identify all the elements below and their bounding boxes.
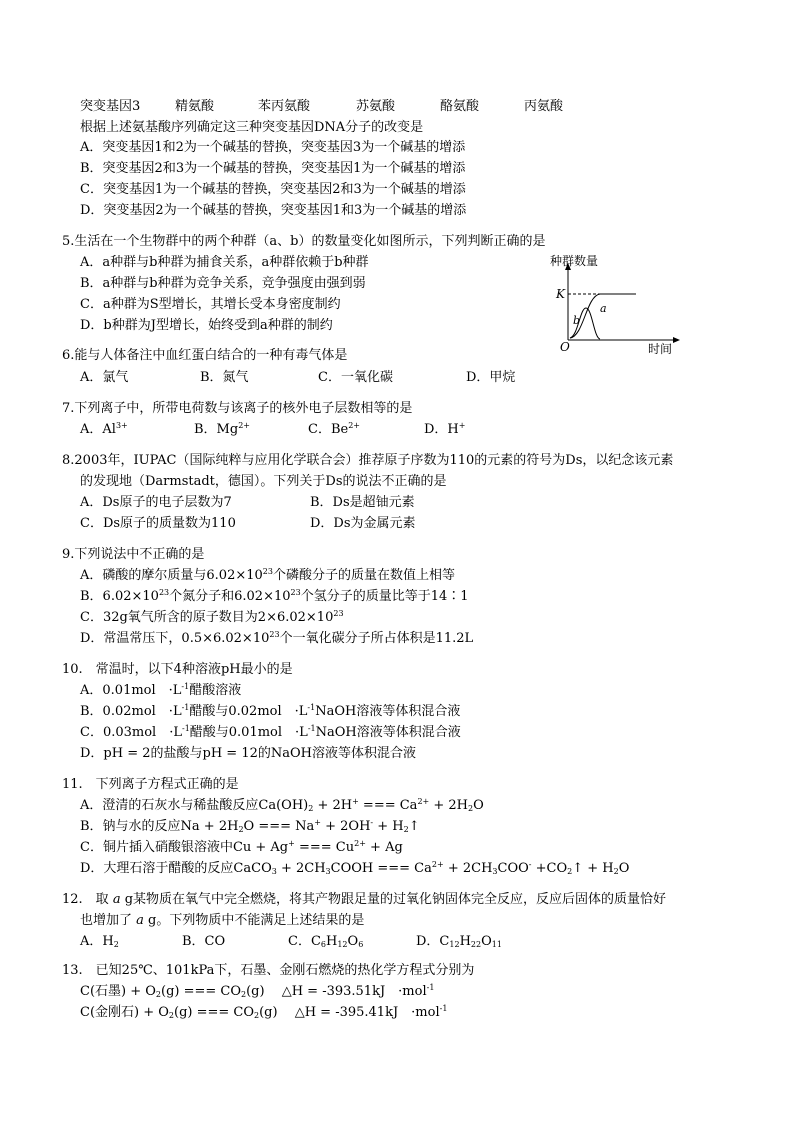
q5-option-a: A．a种群与b种群为捕食关系，a种群依赖于b种群	[80, 255, 369, 270]
q11-option-c: C．铜片插入硝酸银溶液中Cu + Ag+ === $Cu^{2+} + Ag$	[80, 839, 403, 855]
q12-option-c: C．$C_6H_{12}O_6$	[288, 934, 364, 949]
q12-option-a: A．$H_2$	[80, 934, 119, 949]
q9-option-a: A．磷酸的摩尔质量与$6.02\times 10^{23}$个磷酸分子的质量在数值上相等	[80, 567, 455, 583]
q10-option-a: A．0.01mol $\cdot L^{-1}$醋酸溶液	[80, 682, 242, 698]
q5-option-b: B．a种群与b种群为竞争关系，竞争强度由强到弱	[80, 276, 366, 291]
q10-option-b: B．0.02mol $\cdot L^{-1}$醋酸与0.02mol $\cdot L^{-1}NaOH$溶液等体积混合液	[80, 703, 461, 719]
amino-acid-1: 精氨酸	[175, 99, 215, 114]
q9-option-d: D．常温常压下，$0.5\times 6.02\times 10^{23}$个一氧化碳分子所占体积是11.2L	[80, 630, 474, 646]
q6-option-c: C．一氧化碳	[318, 370, 393, 385]
q7-option-b: B．$Mg^{2+}$	[194, 421, 250, 437]
q11-option-d: D．大理石溶于醋酸的反应CaCO$_3$ + $2CH_3COOH$ === $Ca^{2+} + 2CH_3COO^-$ $+CO_2↑ + H_2O$	[80, 860, 630, 876]
graph-a-label: a	[600, 302, 607, 315]
amino-acid-5: 丙氨酸	[524, 99, 564, 114]
q8-option-d: D．Ds为金属元素	[310, 516, 416, 531]
amino-acid-3: 苏氨酸	[356, 99, 396, 114]
q8-stem-line2: 的发现地（Darmstadt，德国）。下列关于Ds的说法不正确的是	[80, 474, 447, 489]
q5-option-c: C．a种群为S型增长，其增长受本身密度制约	[80, 297, 341, 312]
q6-option-a: A．氯气	[80, 370, 129, 385]
q4-option-b: B．突变基因2和3为一个碱基的替换，突变基因1为一个碱基的增添	[80, 161, 466, 176]
mutant-3-label: 突变基因3	[80, 99, 141, 114]
graph-xlabel: 时间	[648, 342, 673, 356]
q10-option-c: C．0.03mol $\cdot L^{-1}$醋酸与0.01mol $\cdot L^{-1}NaOH$溶液等体积混合液	[80, 724, 461, 740]
q12-stem-line2: 也增加了 a g。下列物质中不能满足上述结果的是	[80, 913, 365, 928]
graph-k-label: K	[556, 287, 565, 301]
q12-stem-line1: 12. 取 a g某物质在氧气中完全燃烧，将其产物跟足量的过氧化钠固体完全反应，反应后固体的质量恰好	[62, 892, 667, 907]
q8-stem-line1: 8.2003年，IUPAC（国际纯粹与应用化学联合会）推荐原子序数为110的元素的符号为Ds，以纪念该元素	[62, 453, 674, 468]
q10-option-d: D．pH = 2的盐酸与pH = 12的NaOH溶液等体积混合液	[80, 746, 416, 761]
q9-option-b: B．$6.02\times 10^{23}$个氮分子和$6.02\times 10^{23}$个氢分子的质量比等于14∶1	[80, 588, 469, 604]
q11-stem: 11. 下列离子方程式正确的是	[62, 777, 239, 792]
q10-stem: 10. 常温时，以下4种溶液pH最小的是	[62, 662, 293, 677]
q4-option-a: A．突变基因1和2为一个碱基的替换，突变基因3为一个碱基的增添	[80, 140, 466, 155]
graph-ylabel: 种群数量	[550, 254, 599, 268]
q7-stem: 7.下列离子中，所带电荷数与该离子的核外电子层数相等的是	[62, 401, 413, 416]
q5-stem: 5.生活在一个生物群中的两个种群（a、b）的数量变化如图所示，下列判断正确的是	[62, 234, 546, 249]
q13-stem: 13. 已知25℃、101kPa下，石墨、金刚石燃烧的热化学方程式分别为	[62, 963, 475, 978]
q8-option-c: C．Ds原子的质量数为110	[80, 516, 236, 531]
q12-option-d: D．$C_{12}H_{22}O_{11}$	[416, 934, 502, 949]
q11-option-b: B．钠与水的反应$Na + 2H_2O$ === $Na^+ + 2OH^- + H_2↑$	[80, 818, 420, 834]
q9-option-c: C．32g氧气所含的原子数目为$2\times 6.02\times 10^{23}$	[80, 609, 344, 625]
graph-b-label: b	[573, 314, 581, 327]
q6-stem: 6.能与人体备注中血红蛋白结合的一种有毒气体是	[62, 348, 348, 363]
x-axis-arrow	[673, 337, 680, 343]
q8-option-a: A．Ds原子的电子层数为7	[80, 495, 232, 510]
q7-option-c: C．$Be^{2+}$	[308, 421, 360, 437]
q4-option-c: C．突变基因1为一个碱基的替换，突变基因2和3为一个碱基的增添	[80, 182, 466, 197]
q7-option-a: A．$Al^{3+}$	[80, 421, 128, 437]
q13-equation-graphite: C(石墨) + $O_2(g)$ === $CO_2(g)$ △H = -393.51kJ ·mol$^{-1}$	[80, 983, 435, 999]
q6-option-d: D．甲烷	[466, 370, 516, 385]
graph-origin-label: O	[560, 340, 570, 354]
q11-option-a: A．澄清的石灰水与稀盐酸反应$Ca(OH)_2 + 2H^+$ === $Ca^{2+} + 2H_2O$	[80, 797, 484, 813]
q8-option-b: B．Ds是超铀元素	[310, 495, 415, 510]
q12-option-b: B．CO	[182, 934, 226, 949]
amino-acid-2: 苯丙氨酸	[258, 99, 311, 114]
population-graph	[548, 256, 688, 356]
q7-option-d: D．H+	[424, 421, 466, 437]
q4-option-d: D．突变基因2为一个碱基的替换，突变基因1和3为一个碱基的增添	[80, 203, 467, 218]
q5-option-d: D．b种群为J型增长，始终受到a种群的制约	[80, 318, 333, 333]
q6-option-b: B．氮气	[200, 370, 249, 385]
amino-acid-4: 酪氨酸	[440, 99, 480, 114]
q4-stem: 根据上述氨基酸序列确定这三种突变基因DNA分子的改变是	[80, 120, 424, 135]
q9-stem: 9.下列说法中不正确的是	[62, 547, 205, 562]
q13-equation-diamond: C(金刚石) + $O_2(g)$ === $CO_2(g)$ △H = -395.41kJ ·mol$^{-1}$	[80, 1004, 448, 1020]
